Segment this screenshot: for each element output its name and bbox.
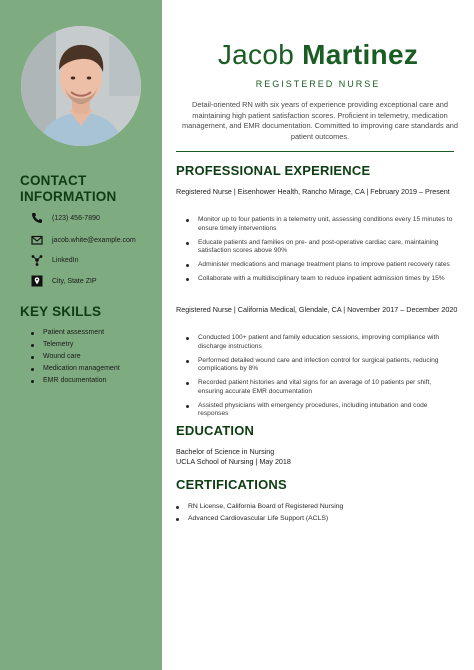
divider — [176, 151, 454, 152]
degree: Bachelor of Science in Nursing — [176, 447, 275, 456]
job-title: REGISTERED NURSE — [255, 79, 381, 89]
list-item: Advanced Cardiovascular Life Support (ACLS) — [176, 513, 343, 525]
list-item: Monitor up to four patients in a telemetry unit, assessing conditions every 15 minutes to ensure timely interventions — [186, 216, 458, 233]
first-name: Jacob — [217, 39, 295, 70]
contact-heading: CONTACT INFORMATION — [20, 173, 117, 204]
list-item: Wound care — [31, 351, 120, 363]
linkedin-text[interactable]: LinkedIn — [52, 256, 79, 264]
email-icon — [31, 234, 43, 246]
certifications-list — [176, 501, 343, 525]
list-item: RN License, California Board of Registered Nursing — [176, 501, 343, 513]
list-item: Telemetry — [31, 339, 120, 351]
list-item: Conducted 100+ patient and family education sessions, improving compliance with discharge instructions — [186, 334, 458, 351]
job-bullets — [186, 216, 458, 289]
contact-location — [31, 275, 97, 287]
summary: Detail-oriented RN with six years of experience providing exceptional care and maintaining high patient satisfaction scores. Proficient in telemetry, medication management, and EMR documentation. Committed to improving care standards and patient outcomes. — [181, 100, 459, 141]
list-item: Medication management — [31, 363, 120, 375]
skills-list — [31, 327, 120, 387]
list-item: EMR documentation — [31, 375, 120, 387]
linkedin-icon — [31, 254, 43, 266]
location-icon — [31, 275, 43, 287]
list-item: Collaborate with a multidisciplinary team to reduce inpatient admission times by 15% — [186, 275, 458, 284]
list-item: Educate patients and families on pre- and post-operative cardiac care, maintaining satisfaction scores above 90% — [186, 239, 458, 256]
experience-heading: PROFESSIONAL EXPERIENCE — [176, 163, 371, 178]
school: UCLA School of Nursing | May 2018 — [176, 457, 291, 466]
phone-text: (123) 456-7890 — [52, 214, 100, 222]
list-item: Patient assessment — [31, 327, 120, 339]
list-item: Recorded patient histories and vital signs for an average of 10 patients per shift, ensuring accurate EMR documentation — [186, 379, 458, 396]
phone-icon — [31, 212, 43, 224]
education-heading: EDUCATION — [176, 423, 255, 438]
job-bullets — [186, 334, 458, 424]
skills-heading: KEY SKILLS — [20, 304, 102, 319]
contact-phone — [31, 212, 100, 224]
contact-linkedin[interactable] — [31, 254, 78, 266]
list-item: Assisted physicians with emergency procedures, including intubation and code responses — [186, 402, 458, 419]
last-name: Martinez — [302, 39, 419, 70]
contact-email[interactable] — [31, 234, 136, 246]
certifications-heading: CERTIFICATIONS — [176, 477, 287, 492]
email-text[interactable]: jacob.white@example.com — [52, 236, 136, 244]
list-item: Administer medications and manage treatment plans to improve patient recovery rates — [186, 261, 458, 270]
sidebar — [0, 0, 162, 670]
list-item: Performed detailed wound care and infection control for surgical patients, reducing complications by 8% — [186, 357, 458, 374]
candidate-name — [162, 38, 474, 72]
job-header: Registered Nurse | Eisenhower Health, Rancho Mirage, CA | February 2019 – Present — [176, 187, 450, 196]
job-header: Registered Nurse | California Medical, Glendale, CA | November 2017 – December 2020 — [176, 305, 458, 314]
profile-photo — [21, 26, 141, 146]
location-text: City, State ZIP — [52, 277, 97, 285]
